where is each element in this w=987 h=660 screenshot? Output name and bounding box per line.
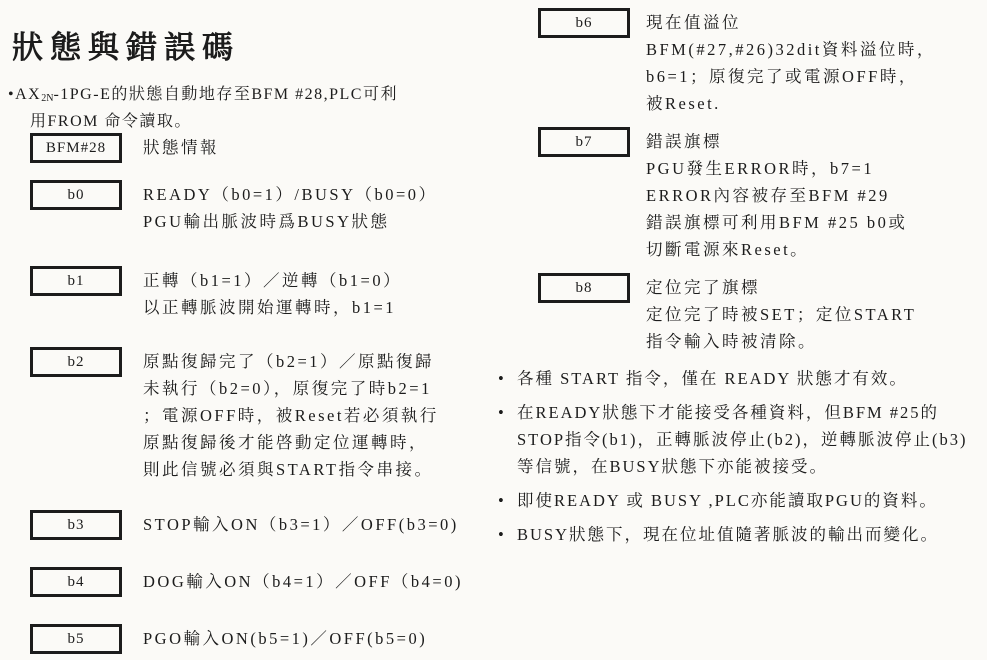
bullet-dot: •: [8, 86, 16, 103]
desc-line: PGU輸出脈波時爲BUSY狀態: [143, 212, 390, 231]
bit-label-box: b1: [30, 266, 122, 296]
note-item: [498, 365, 984, 392]
notes-list: [498, 365, 984, 548]
bit-row-b7: [498, 127, 984, 263]
bit-list-right: [498, 8, 984, 355]
intro-paragraph: [8, 83, 494, 133]
bit-row-b1: [8, 266, 494, 321]
bit-description: [646, 8, 936, 117]
desc-line: READY（b0=1）/BUSY（b0=0）: [143, 185, 438, 204]
model-name-prefix: AX: [15, 86, 42, 103]
intro-line1-text: -1PG-E的狀態自動地存至BFM #28,PLC可利: [53, 86, 398, 103]
desc-line: 則此信號必須與START指令串接。: [143, 460, 434, 479]
desc-line: 現在值溢位: [646, 13, 741, 32]
desc-line: 錯誤旗標可利用BFM #25 b0或: [646, 213, 908, 232]
bit-description: [143, 133, 219, 161]
bit-label-box: b0: [30, 180, 122, 210]
desc-line: 狀態情報: [143, 138, 219, 157]
desc-line: b6=1；原復完了或電源OFF時，: [646, 67, 918, 86]
bit-description: [646, 273, 916, 355]
bit-label-box: b2: [30, 347, 122, 377]
desc-line: 原點復歸後才能啓動定位運轉時，: [143, 433, 428, 452]
desc-line: 定位完了旗標: [646, 278, 760, 297]
note-item: [498, 399, 984, 480]
desc-line: 錯誤旗標: [646, 132, 722, 151]
bit-row-bfm-28: [8, 133, 494, 163]
bit-description: [143, 180, 438, 235]
note-bullet-dot: •: [498, 491, 504, 510]
note-item: [498, 487, 984, 514]
desc-line: PGU發生ERROR時，b7=1: [646, 159, 875, 178]
bit-row-b8: [498, 273, 984, 355]
desc-line: 正轉（b1=1）／逆轉（b1=0）: [143, 271, 403, 290]
desc-line: DOG輸入ON（b4=1）／OFF（b4=0): [143, 572, 463, 591]
note-text: 即使READY 或 BUSY ,PLC亦能讀取PGU的資料。: [517, 491, 938, 510]
bit-description: [143, 510, 459, 538]
bit-label-box: b3: [30, 510, 122, 540]
bit-label-box: b4: [30, 567, 122, 597]
note-bullet-dot: •: [498, 525, 504, 544]
bit-description: [143, 266, 402, 321]
desc-line: 被Reset.: [646, 94, 721, 113]
desc-line: 原點復歸完了（b2=1）／原點復歸: [143, 352, 435, 371]
desc-line: 未執行（b2=0），原復完了時b2=1: [143, 379, 432, 398]
desc-line: 切斷電源來Reset。: [646, 240, 810, 259]
bit-label-box: BFM#28: [30, 133, 122, 163]
desc-line: 指令輸入時被清除。: [646, 332, 817, 351]
right-column: [498, 8, 984, 555]
note-bullet-dot: •: [498, 403, 504, 422]
left-column: [8, 12, 494, 660]
desc-line: 定位完了時被SET；定位START: [646, 305, 917, 324]
bit-row-b3: [8, 510, 494, 540]
note-text: 各種 START 指令，僅在 READY 狀態才有效。: [517, 369, 908, 388]
note-item: [498, 521, 984, 548]
note-bullet-dot: •: [498, 369, 504, 388]
intro-line-2: 用FROM 命令讀取。: [30, 113, 192, 130]
bit-row-b5: [8, 624, 494, 654]
desc-line: BFM(#27,#26)32dit資料溢位時，: [646, 40, 936, 59]
bit-description: [143, 624, 427, 652]
bit-description: [143, 567, 463, 595]
desc-line: ERROR內容被存至BFM #29: [646, 186, 890, 205]
bit-description: [646, 127, 907, 263]
bit-label-box: b7: [538, 127, 630, 157]
bit-list-left: [8, 133, 494, 654]
desc-line: PGO輸入ON(b5=1)／OFF(b5=0): [143, 629, 428, 648]
desc-line: STOP輸入ON（b3=1）／OFF(b3=0): [143, 515, 459, 534]
bit-row-b6: [498, 8, 984, 117]
bit-row-b4: [8, 567, 494, 597]
bit-label-box: b5: [30, 624, 122, 654]
bit-row-b2: [8, 347, 494, 483]
page-title: 狀態與錯誤碼: [12, 30, 240, 65]
note-text: 在READY狀態下才能接受各種資料，但BFM #25的STOP指令(b1)，正轉脈波停止(b2)，逆轉脈波停止(b3)等信號，在BUSY狀態下亦能被接受。: [517, 403, 968, 476]
desc-line: ；電源OFF時，被Reset若必須執行: [143, 406, 439, 425]
bit-label-box: b8: [538, 273, 630, 303]
bit-description: [143, 347, 439, 483]
bit-row-b0: [8, 180, 494, 235]
model-name-subscript: 2N: [41, 93, 54, 104]
note-text: BUSY狀態下，現在位址值隨著脈波的輸出而變化。: [517, 525, 940, 544]
desc-line: 以正轉脈波開始運轉時，b1=1: [143, 298, 397, 317]
intro-line-1: [8, 83, 494, 110]
bit-label-box: b6: [538, 8, 630, 38]
